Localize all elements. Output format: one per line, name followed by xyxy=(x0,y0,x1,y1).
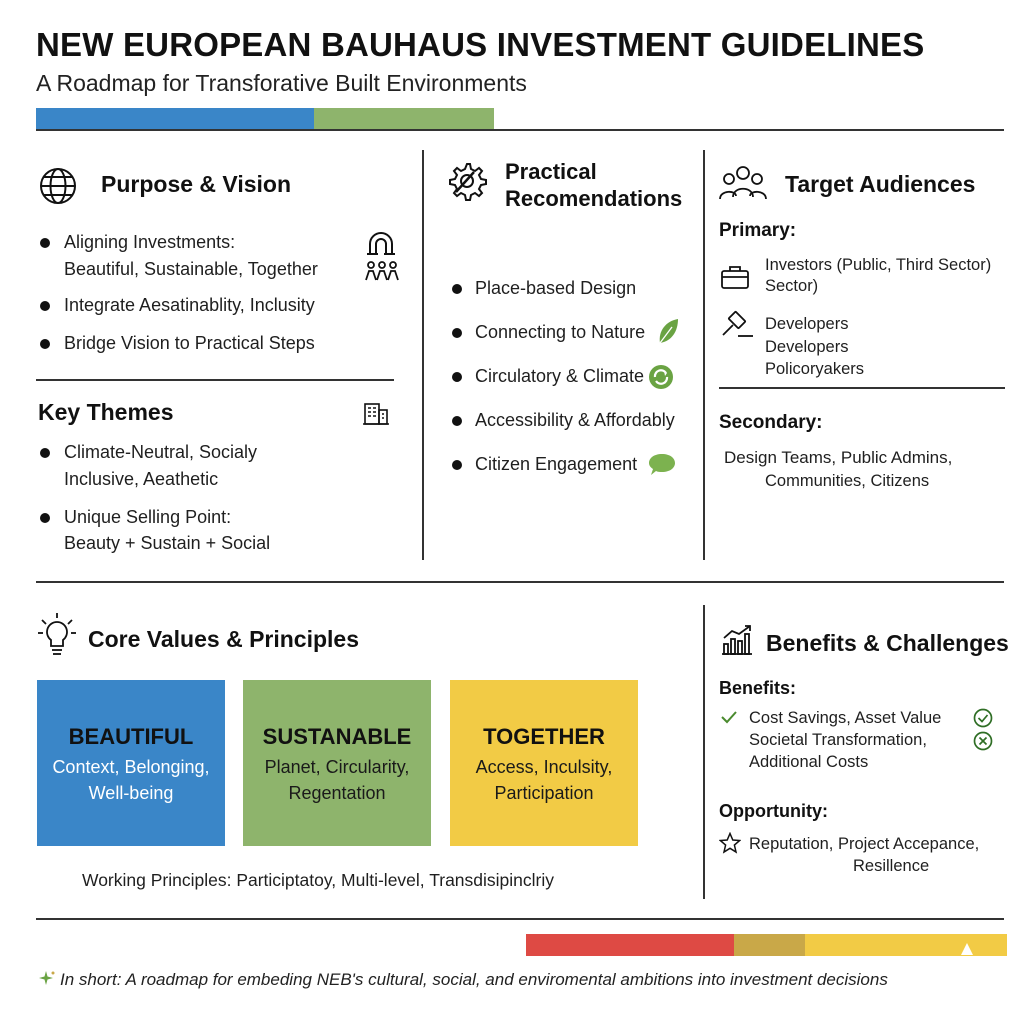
recycle-icon xyxy=(648,364,674,390)
x-circle-icon xyxy=(973,731,993,751)
theme-item-1-line1: Climate-Neutral, Socialy xyxy=(64,442,258,462)
purpose-item-1-line2: Beautiful, Sustainable, Together xyxy=(64,259,318,279)
column-divider-1 xyxy=(422,150,424,560)
card-title: TOGETHER xyxy=(483,724,605,749)
bullet xyxy=(40,448,50,458)
page-subtitle: A Roadmap for Transforative Built Environments xyxy=(36,70,527,96)
accent-bar-green xyxy=(314,108,494,130)
recommendation-item-1: Place-based Design xyxy=(475,278,637,298)
secondary-line2: Communities, Citizens xyxy=(765,472,930,490)
bottom-column-divider xyxy=(703,605,705,899)
chart-icon xyxy=(720,624,754,656)
core-values-title: Core Values & Principles xyxy=(88,626,360,652)
recommendations-title-line2: Recomendations xyxy=(505,186,683,211)
primary-label: Primary: xyxy=(719,220,797,241)
page-title: NEW EUROPEAN BAUHAUS INVESTMENT GUIDELINES xyxy=(36,26,925,63)
purpose-title: Purpose & Vision xyxy=(101,171,292,197)
opportunity-line1: Reputation, Project Accepance, xyxy=(749,835,980,853)
bullet xyxy=(40,339,50,349)
audiences-divider xyxy=(719,387,1005,389)
card-title: BEAUTIFUL xyxy=(68,724,194,749)
purpose-item-3: Bridge Vision to Practical Steps xyxy=(64,333,315,353)
opportunity-label: Opportunity: xyxy=(719,801,828,821)
purpose-item-1-line1: Aligning Investments: xyxy=(64,232,236,252)
bottom-divider xyxy=(36,918,1004,920)
recommendation-item-5: Citizen Engagement xyxy=(475,454,638,474)
secondary-label: Secondary: xyxy=(719,412,823,433)
bullet xyxy=(452,416,462,426)
bullet xyxy=(452,328,462,338)
magnet-icon xyxy=(362,230,400,256)
recommendations-title-line1: Practical xyxy=(505,159,597,184)
footer-summary: In short: A roadmap for embeding NEB's cultural, social, and enviromental ambitions into investment decisions xyxy=(60,970,888,989)
audience-investors-line2: Sector) xyxy=(765,277,819,295)
footer-bar-red xyxy=(526,934,734,956)
bullet xyxy=(40,238,50,248)
bullet xyxy=(452,460,462,470)
audiences-title: Target Audiences xyxy=(785,171,976,197)
benefits-line1: Cost Savings, Asset Value xyxy=(749,709,942,727)
card-title: SUSTANABLE xyxy=(262,724,412,749)
card-line1: Context, Belonging, xyxy=(52,757,210,777)
value-card-beautiful xyxy=(37,680,225,846)
footer-bar-ochre xyxy=(734,934,805,956)
audience-investors-line1: Investors (Public, Third Sector) xyxy=(765,256,992,274)
card-line1: Access, Inculsity, xyxy=(475,757,613,777)
checkmark-icon xyxy=(720,710,738,724)
bullet xyxy=(40,301,50,311)
theme-item-1-line2: Inclusive, Aeathetic xyxy=(64,469,219,489)
working-principles: Working Principles: Participtatoy, Multi-level, Transdisipinclriy xyxy=(82,870,555,890)
benefits-line3: Additional Costs xyxy=(749,753,869,771)
value-card-sustainable xyxy=(243,680,431,846)
lightbulb-icon xyxy=(36,612,78,658)
bullet xyxy=(452,372,462,382)
gear-icon xyxy=(444,158,490,204)
community-icon xyxy=(364,260,400,282)
theme-item-2-line2: Beauty + Sustain + Social xyxy=(64,533,271,553)
audience-developers-1: Developers xyxy=(765,315,849,333)
recommendation-item-2: Connecting to Nature xyxy=(475,322,646,342)
card-line2: Well-being xyxy=(88,783,174,803)
people-icon xyxy=(718,164,768,202)
value-card-together xyxy=(450,680,638,846)
globe-icon xyxy=(38,166,78,206)
briefcase-icon xyxy=(720,264,750,290)
column-divider-2 xyxy=(703,150,705,560)
header-divider xyxy=(36,129,1004,131)
chat-bubble-icon xyxy=(648,452,676,478)
sparkle-icon xyxy=(38,970,56,988)
card-line2: Participation xyxy=(494,783,594,803)
triangle-icon xyxy=(960,942,974,956)
purpose-divider xyxy=(36,379,394,381)
middle-divider xyxy=(36,581,1004,583)
benefits-label: Benefits: xyxy=(719,678,797,698)
opportunity-line2: Resillence xyxy=(853,857,930,875)
accent-bar-blue xyxy=(36,108,314,130)
card-line1: Planet, Circularity, xyxy=(264,757,410,777)
audience-policymakers: Policoryakers xyxy=(765,360,865,378)
key-themes-title: Key Themes xyxy=(38,399,174,425)
footer-bar-yellow xyxy=(805,934,1007,956)
bullet xyxy=(40,513,50,523)
secondary-line1: Design Teams, Public Admins, xyxy=(724,448,953,467)
theme-item-2-line1: Unique Selling Point: xyxy=(64,507,232,527)
star-icon xyxy=(719,832,741,854)
audience-developers-2: Developers xyxy=(765,338,849,356)
recommendation-item-3: Circulatory & Climate xyxy=(475,366,645,386)
gavel-icon xyxy=(720,310,754,338)
benefits-title: Benefits & Challenges xyxy=(766,630,1009,656)
bullet xyxy=(452,284,462,294)
building-icon xyxy=(362,400,390,426)
purpose-item-2: Integrate Aesatinablity, Inclusity xyxy=(64,295,315,315)
check-circle-icon xyxy=(973,708,993,728)
benefits-line2: Societal Transformation, xyxy=(749,731,927,749)
leaf-icon xyxy=(656,317,680,345)
card-line2: Regentation xyxy=(288,783,386,803)
recommendation-item-4: Accessibility & Affordably xyxy=(475,410,675,430)
